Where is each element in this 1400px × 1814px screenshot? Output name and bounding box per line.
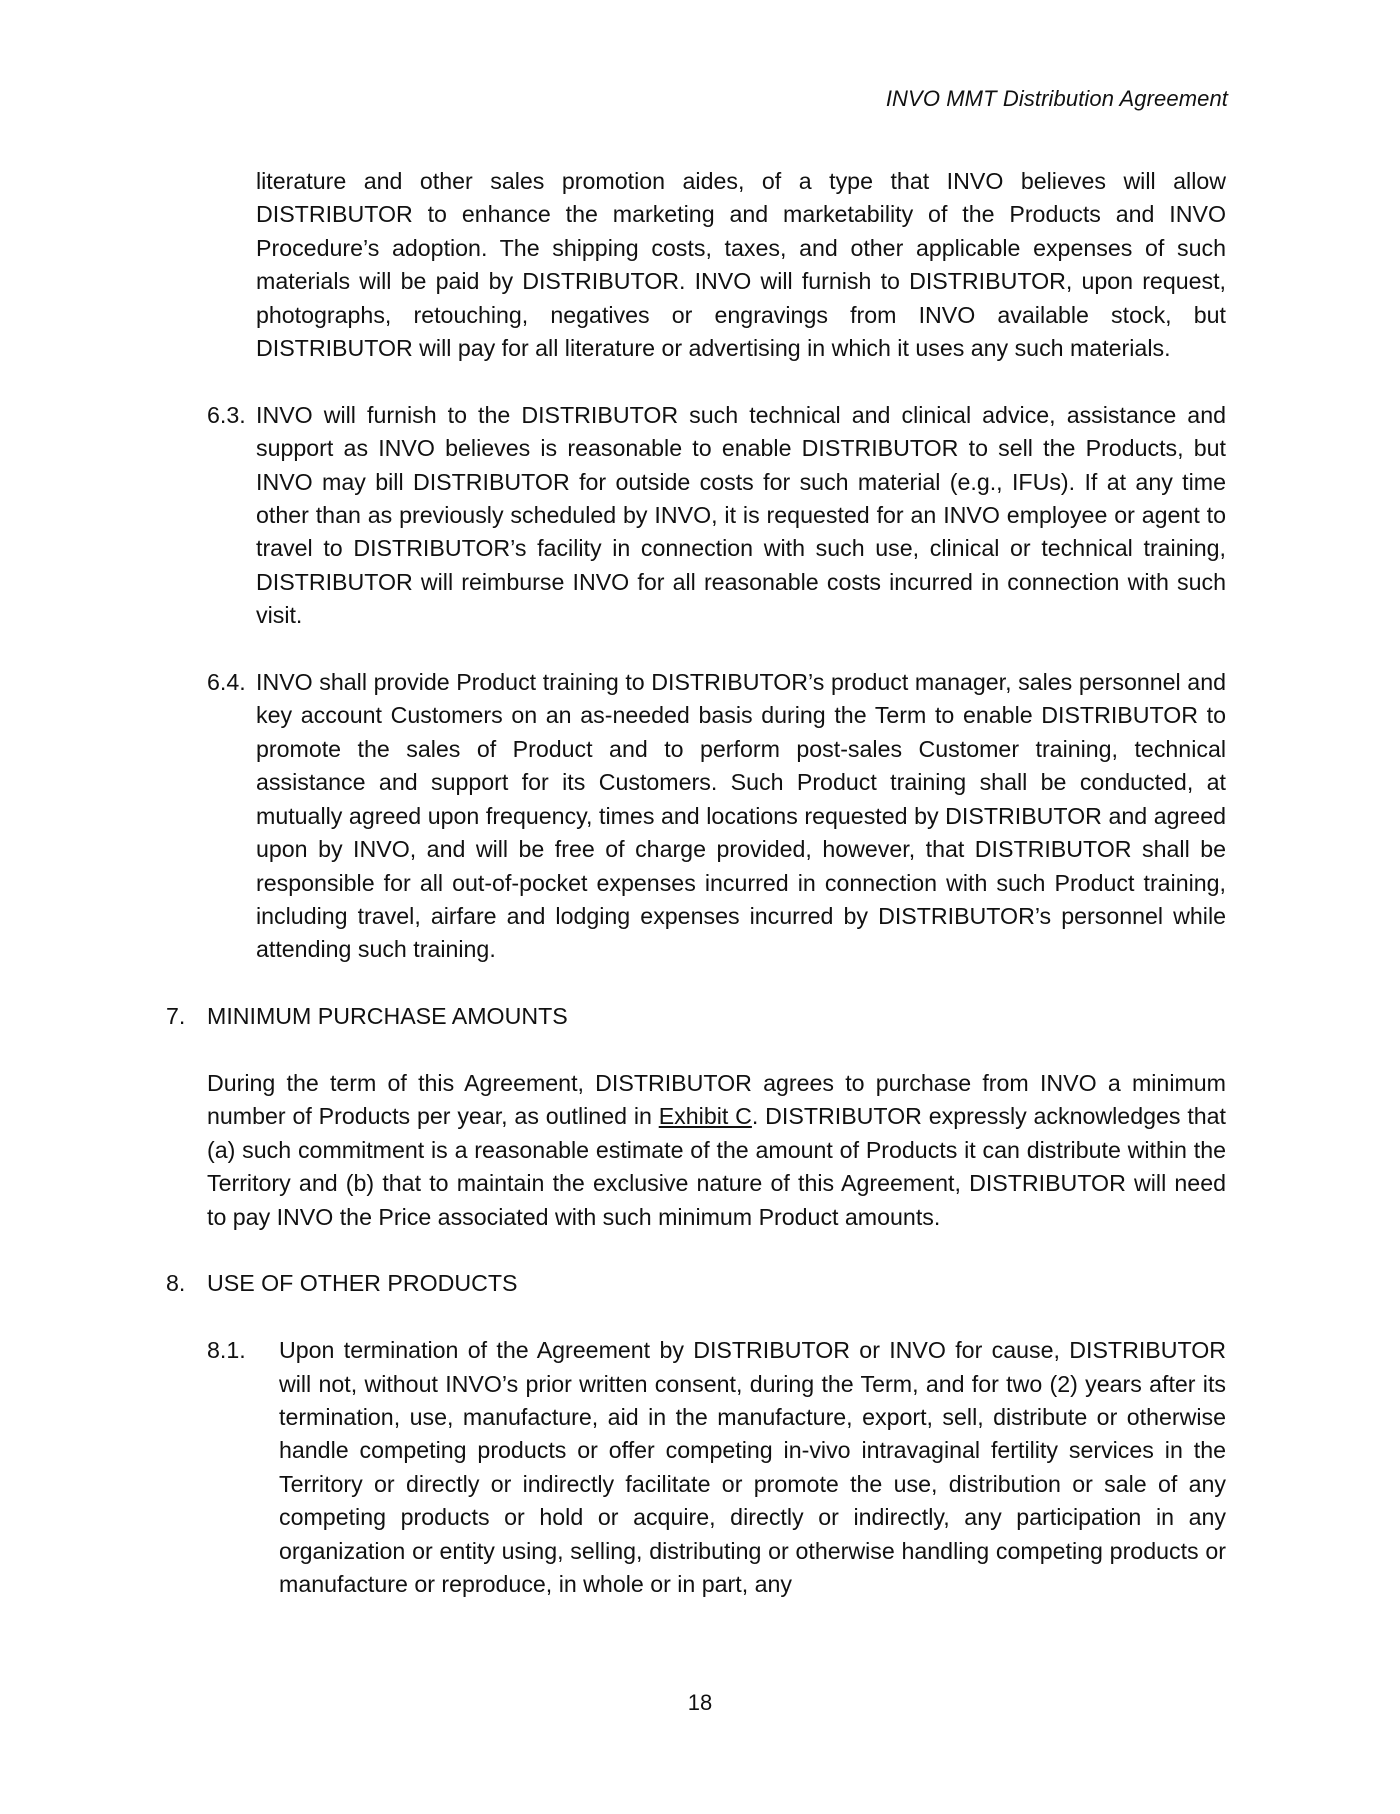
section-heading-text: USE OF OTHER PRODUCTS (207, 1270, 518, 1297)
section-text: Upon termination of the Agreement by DISTRIBUTOR or INVO for cause, DISTRIBUTOR will not, without INVO’s prior written consent, during the Term, and for two (2) years after its termination, use, manufacture, aid in the manufacture, export, sell, distribute or otherwise handle competing products or offer competing in-vivo intravaginal fertility services in the Territory or directly or indirectly facilitate or promote the use, distribution or sale of any competing products or hold or acquire, directly or indirectly, any participation in any organization or entity using, selling, distributing or otherwise handling competing products or manufacture or reproduce, in whole or in part, any (279, 1337, 1226, 1597)
page-header-title: INVO MMT Distribution Agreement (885, 86, 1228, 111)
section-number: 8. (166, 1270, 186, 1297)
section-number: 6.4. (207, 669, 246, 696)
section-text: During the term of this Agreement, DISTRIBUTOR agrees to purchase from INVO a minimum number of Products per year, as outlined in (207, 1069, 1226, 1130)
section-8-heading (166, 1267, 1177, 1300)
section-7-body (207, 1067, 1226, 1234)
section-text: INVO will furnish to the DISTRIBUTOR such technical and clinical advice, assistance and support as INVO believes is reasonable to enable DISTRIBUTOR to sell the Products, but INVO may bill DISTRIBUTOR for outside costs for such material (e.g., IFUs). If at any time other than as previously scheduled by INVO, it is requested for an INVO employee or agent to travel to DISTRIBUTOR’s facility in connection with such use, clinical or technical training, DISTRIBUTOR will reimburse INVO for all reasonable costs incurred in connection with such visit. (256, 401, 1226, 629)
section-text: . DISTRIBUTOR expressly acknowledges that (a) such commitment is a reasonable estimate of the amount of Products it can distribute within the Territory and (b) that to maintain the exclusive nature of this Agreement, DISTRIBUTOR will need to pay INVO the Price associated with such minimum Product amounts. (207, 1103, 1227, 1230)
section-heading-text: MINIMUM PURCHASE AMOUNTS (207, 1003, 568, 1030)
section-number: 7. (166, 1003, 186, 1030)
section-7-heading (166, 1000, 1177, 1033)
document-body (0, 165, 1400, 1601)
continuation-paragraph: literature and other sales promotion aides, of a type that INVO believes will allow DISTRIBUTOR to enhance the marketing and marketability of the Products and INVO Procedure’s adoption. The shipping costs, taxes, and other applicable expenses of such materials will be paid by DISTRIBUTOR. INVO will furnish to DISTRIBUTOR, upon request, photographs, retouching, negatives or engravings from INVO available stock, but DISTRIBUTOR will pay for all literature or advertising in which it uses any such materials. (256, 168, 1226, 362)
section-text: INVO shall provide Product training to DISTRIBUTOR’s product manager, sales personnel and key account Customers on an as-needed basis during the Term to enable DISTRIBUTOR to promote the sales of Product and to perform post-sales Customer training, technical assistance and support for its Customers. Such Product training shall be conducted, at mutually agreed upon frequency, times and locations requested by DISTRIBUTOR and agreed upon by INVO, and will be free of charge provided, however, that DISTRIBUTOR shall be responsible for all out-of-pocket expenses incurred in connection with such Product training, including travel, airfare and lodging expenses incurred by DISTRIBUTOR’s personnel while attending such training. (256, 669, 1226, 963)
exhibit-c-link: Exhibit C (658, 1103, 752, 1130)
section-6-4 (207, 666, 1226, 967)
section-8-1 (207, 1334, 1226, 1601)
section-number: 8.1. (207, 1337, 246, 1364)
section-6-3 (207, 399, 1226, 633)
page-number: 18 (687, 1690, 713, 1715)
section-number: 6.3. (207, 401, 246, 428)
